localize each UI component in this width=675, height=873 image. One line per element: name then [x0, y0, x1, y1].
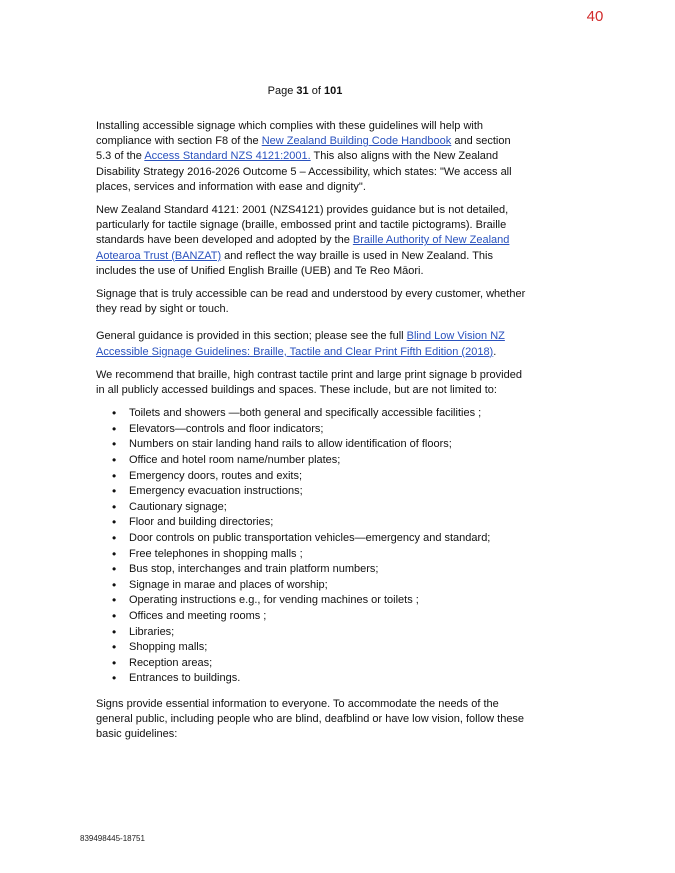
- paragraph-text: New Zealand Standard 4121: 2001 (NZS4121) provides guidance but is not detailed, particularly for tactile signage (braille, embossed print and tactile pictograms). Braille standards have been developed and adopted by the: [96, 204, 509, 247]
- access-standard-link[interactable]: Access Standard NZS 4121:2001.: [144, 150, 311, 163]
- list-item: • Floor and building directories;: [96, 515, 526, 531]
- list-item: • Cautionary signage;: [96, 500, 526, 516]
- document-id: 839498445-18751: [80, 834, 145, 843]
- list-item: • Operating instructions e.g., for vending machines or toilets ;: [96, 593, 526, 609]
- banzat-link[interactable]: Braille Authority of New Zealand Aotearoa Trust (BANZAT): [96, 234, 510, 262]
- corner-page-number: 40: [586, 8, 604, 25]
- list-item: • Bus stop, interchanges and train platform numbers;: [96, 562, 526, 578]
- list-item: • Toilets and showers —both general and specifically accessible facilities ;: [96, 406, 526, 422]
- page-total: 101: [323, 85, 343, 97]
- paragraph-text: Installing accessible signage which complies with these guidelines will help with compliance with section F8 of the: [96, 120, 484, 148]
- list-item: • Signage in marae and places of worship;: [96, 578, 526, 594]
- page-indicator: [0, 85, 610, 97]
- list-item: • Numbers on stair landing hand rails to allow identification of floors;: [96, 437, 526, 453]
- list-item: • Emergency evacuation instructions;: [96, 484, 526, 500]
- document-body: [96, 119, 526, 751]
- paragraph-accessible-signage: Signage that is truly accessible can be read and understood by every customer, whether they read by sight or touch.: [96, 288, 526, 316]
- paragraph-text: General guidance is provided in this section; please see the full: [96, 330, 407, 343]
- list-item: • Door controls on public transportation vehicles—emergency and standard;: [96, 531, 526, 547]
- paragraph-nzs4121: [96, 203, 526, 279]
- list-item: • Offices and meeting rooms ;: [96, 609, 526, 625]
- list-item: • Emergency doors, routes and exits;: [96, 469, 526, 485]
- list-item: • Office and hotel room name/number plates;: [96, 453, 526, 469]
- page-prefix: Page: [267, 85, 297, 97]
- paragraph-text: This also aligns with the New Zealand Disability Strategy 2016-2026 Outcome 5 – Accessibility, which states: "We access all places, services and information with ease and dignity".: [96, 150, 512, 193]
- list-item: • Shopping malls;: [96, 640, 526, 656]
- paragraph-general-guidance: [96, 329, 526, 359]
- building-code-handbook-link[interactable]: New Zealand Building Code Handbook: [261, 135, 452, 148]
- page-of: of: [308, 85, 324, 97]
- signage-guidelines-link[interactable]: Blind Low Vision NZ Accessible Signage Guidelines: Braille, Tactile and Clear Print Fifth Edition (2018): [96, 330, 505, 358]
- list-item: • Libraries;: [96, 625, 526, 641]
- list-item: • Entrances to buildings.: [96, 671, 526, 687]
- paragraph-basic-guidelines: Signs provide essential information to everyone. To accommodate the needs of the general public, including people who are blind, deafblind or have low vision, follow these basic guidelines:: [96, 697, 525, 741]
- paragraph-text: .: [493, 345, 497, 358]
- list-item: • Free telephones in shopping malls ;: [96, 547, 526, 563]
- paragraph-text: and section 5.3 of the: [96, 135, 511, 163]
- list-item: • Elevators—controls and floor indicators;: [96, 422, 526, 438]
- paragraph-recommendation: We recommend that braille, high contrast tactile print and large print signage b provided in all publicly accessed buildings and spaces. These include, but are not limited to:: [96, 368, 522, 397]
- paragraph-compliance: [96, 119, 526, 195]
- list-item: • Reception areas;: [96, 656, 526, 672]
- page-current: 31: [296, 85, 309, 97]
- paragraph-text: and reflect the way braille is used in New Zealand. This includes the use of Unified English Braille (UEB) and Te Reo Māori.: [96, 249, 493, 277]
- signage-locations-list: [96, 406, 526, 687]
